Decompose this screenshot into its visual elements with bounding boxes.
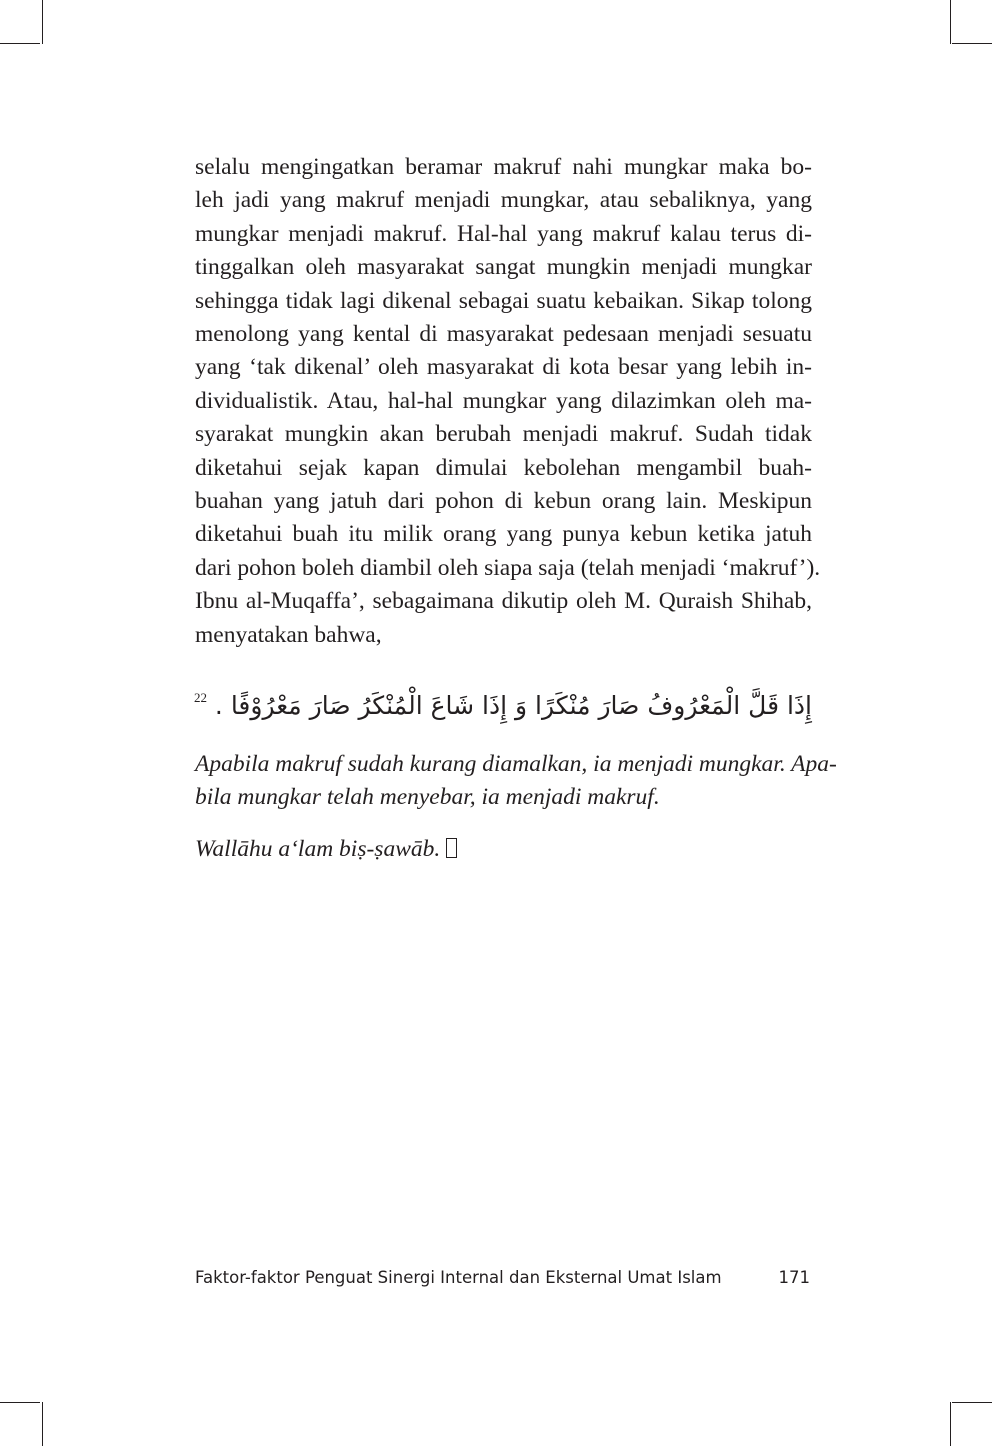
body-line: buahan yang jatuh dari pohon di kebun orang lain. Meskipun: [195, 488, 812, 515]
body-line: leh jadi yang makruf menjadi mungkar, atau sebaliknya, yang: [195, 187, 812, 214]
end-of-section-mark: [446, 838, 457, 858]
arabic-quote: [195, 678, 812, 726]
body-line: syarakat mungkin akan berubah menjadi makruf. Sudah tidak: [195, 421, 812, 448]
translation-line: Apabila makruf sudah kurang diamalkan, ia menjadi mungkar. Apa-: [195, 751, 837, 777]
crop-mark-top-right-horizontal: [952, 43, 992, 44]
arabic-quote-text: إِذَا قَلَّ الْمَعْرُوفُ صَارَ مُنْكَرًا وَ إِذَا شَاعَ الْمُنْكَرُ صَارَ مَعْرُوْفًا .: [214, 691, 812, 720]
crop-mark-bottom-right-horizontal: [952, 1402, 992, 1403]
body-line: dividualistik. Atau, hal-hal mungkar yang dilazimkan oleh ma-: [195, 387, 812, 414]
running-footer-title: Faktor-faktor Penguat Sinergi Internal dan Eksternal Umat Islam: [195, 1268, 722, 1287]
body-line: sehingga tidak lagi dikenal sebagai suatu kebaikan. Sikap tolong: [195, 287, 812, 314]
closing-text: Wallāhu a‘lam biṣ-ṣawāb.: [195, 836, 441, 862]
body-line: Ibnu al-Muqaffa’, sebagaimana dikutip oleh M. Quraish Shihab,: [195, 588, 812, 615]
quote-translation: [195, 748, 837, 815]
crop-mark-bottom-right-vertical: [950, 1402, 951, 1446]
crop-mark-bottom-left-horizontal: [0, 1402, 40, 1403]
body-line: dari pohon boleh diambil oleh siapa saja (telah menjadi ‘makruf’).: [195, 554, 821, 581]
crop-mark-top-right-vertical: [950, 0, 951, 44]
body-line: menolong yang kental di masyarakat pedesaan menjadi sesuatu: [195, 321, 812, 348]
body-line: yang ‘tak dikenal’ oleh masyarakat di kota besar yang lebih in-: [195, 354, 812, 381]
page-number: 171: [778, 1268, 810, 1287]
translation-line: bila mungkar telah menyebar, ia menjadi makruf.: [195, 784, 660, 811]
body-line: selalu mengingatkan beramar makruf nahi mungkar maka bo-: [195, 154, 812, 180]
body-line: mungkar menjadi makruf. Hal-hal yang makruf kalau terus di-: [195, 220, 812, 247]
body-line: diketahui buah itu milik orang yang punya kebun ketika jatuh: [195, 521, 812, 548]
crop-mark-top-left-vertical: [42, 0, 43, 44]
body-line: menyatakan bahwa,: [195, 621, 382, 648]
closing-phrase: [195, 833, 457, 866]
body-line: tinggalkan oleh masyarakat sangat mungkin menjadi mungkar: [195, 254, 812, 281]
footnote-reference[interactable]: 22: [193, 690, 207, 705]
body-line: diketahui sejak kapan dimulai kebolehan mengambil buah-: [195, 454, 812, 481]
crop-mark-top-left-horizontal: [0, 43, 40, 44]
body-paragraph: [195, 151, 821, 652]
crop-mark-bottom-left-vertical: [42, 1402, 43, 1446]
